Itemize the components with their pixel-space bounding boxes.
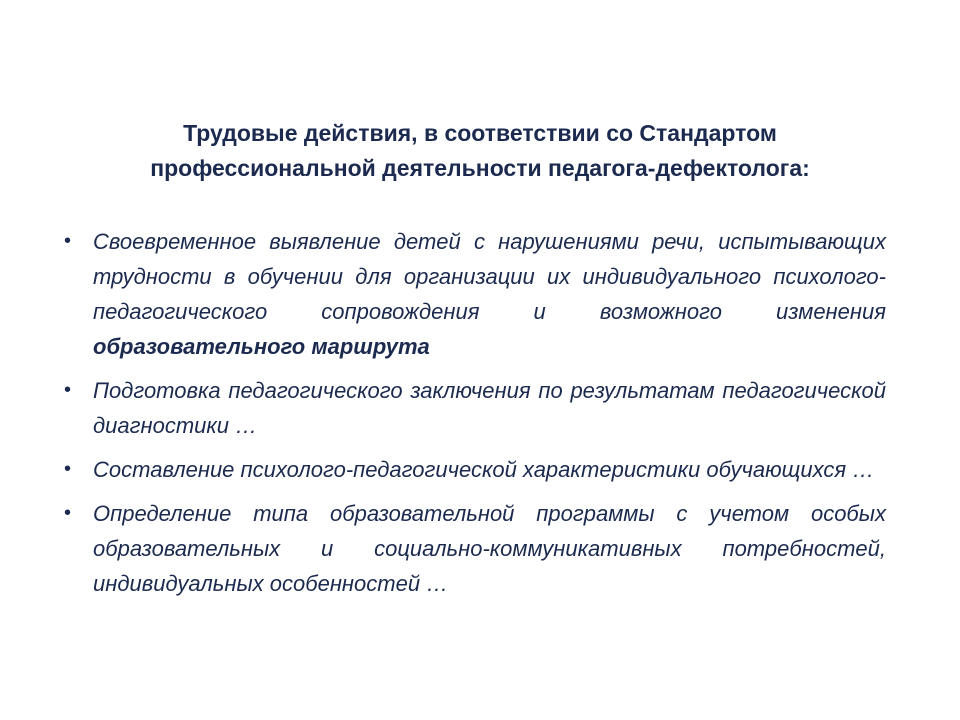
bullet-item: [64, 496, 886, 601]
slide-title-line-1: Трудовые действия, в соответствии со Стандартом: [183, 120, 777, 146]
bullet-text: Своевременное выявление детей с нарушениями речи, испытывающих трудности в обучении для организации их индивидуального психолого-педагогического сопровождения и возможного изменения: [93, 229, 886, 324]
bullet-emphasis: образовательного маршрута: [93, 334, 430, 359]
bullet-item: [64, 452, 886, 487]
bullet-list: [64, 224, 886, 610]
bullet-icon: •: [64, 502, 72, 524]
bullet-icon: •: [64, 230, 72, 252]
slide-title: [60, 116, 900, 186]
bullet-item: [64, 224, 886, 364]
bullet-text: Составление психолого-педагогической характеристики обучающихся …: [93, 457, 875, 482]
bullet-text: Подготовка педагогического заключения по результатам педагогической диагностики …: [93, 378, 886, 438]
bullet-item: [64, 373, 886, 443]
slide-title-line-2: профессиональной деятельности педагога-дефектолога:: [150, 155, 810, 181]
bullet-text: Определение типа образовательной программы с учетом особых образовательных и социально-коммуникативных потребностей, индивидуальных особенностей …: [93, 501, 886, 596]
bullet-icon: •: [64, 458, 72, 480]
bullet-icon: •: [64, 379, 72, 401]
